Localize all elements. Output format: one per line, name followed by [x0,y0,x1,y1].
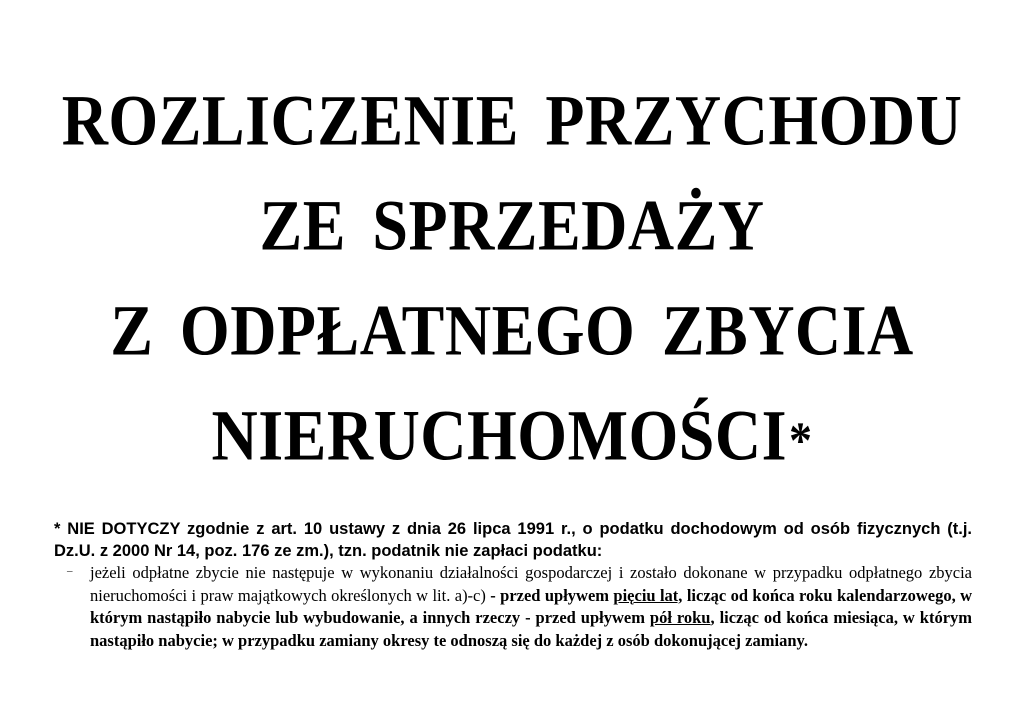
title-line-3: Z ODPŁATNEGO ZBYCIA [110,290,914,371]
title-line-1: ROZLICZENIE PRZYCHODU [61,80,963,161]
item-text-underlined-period-2: pół roku [649,608,711,627]
title-line-4 [0,377,1024,495]
title-line-4-text: NIERUCHOMOŚCI [211,395,787,476]
bullet-dash: – [67,565,73,577]
footnote [54,518,972,652]
list-item [54,562,972,652]
document-title [0,68,1024,488]
item-text-underlined-period: pięciu lat, [613,585,683,605]
footnote-list [54,562,972,652]
item-text-plain: jeżeli odpłatne zbycie nie następuje w wykonaniu działalności gospodarczej i zostało dokonane w przypadku odpłatnego zbycia nieruchomości i praw majątkowych określonych w lit. a)-c) [90,563,972,605]
item-text-bold-2: licząc od końca roku kalendarzowego, w którym nastąpiło nabycie lub wybudowanie, a innych rzeczy - przed upływem [90,585,972,627]
item-text-bold-3: , licząc od końca miesiąca, w którym nastąpiło nabycie; w przypadku zamiany okresy te odnoszą się do każdej z osób dokonującej zamiany. [90,608,973,650]
title-line-2: ZE SPRZEDAŻY [259,185,765,266]
item-text-bold: - przed upływem [490,585,614,605]
footnote-asterisk: * [788,411,813,469]
footnote-heading: * NIE DOTYCZY zgodnie z art. 10 ustawy z dnia 26 lipca 1991 r., o podatku dochodowym od osób fizycznych (t.j. Dz.U. z 2000 Nr 14, poz. 176 ze zm.), tzn. podatnik nie zapłaci podatku: [54,520,972,560]
